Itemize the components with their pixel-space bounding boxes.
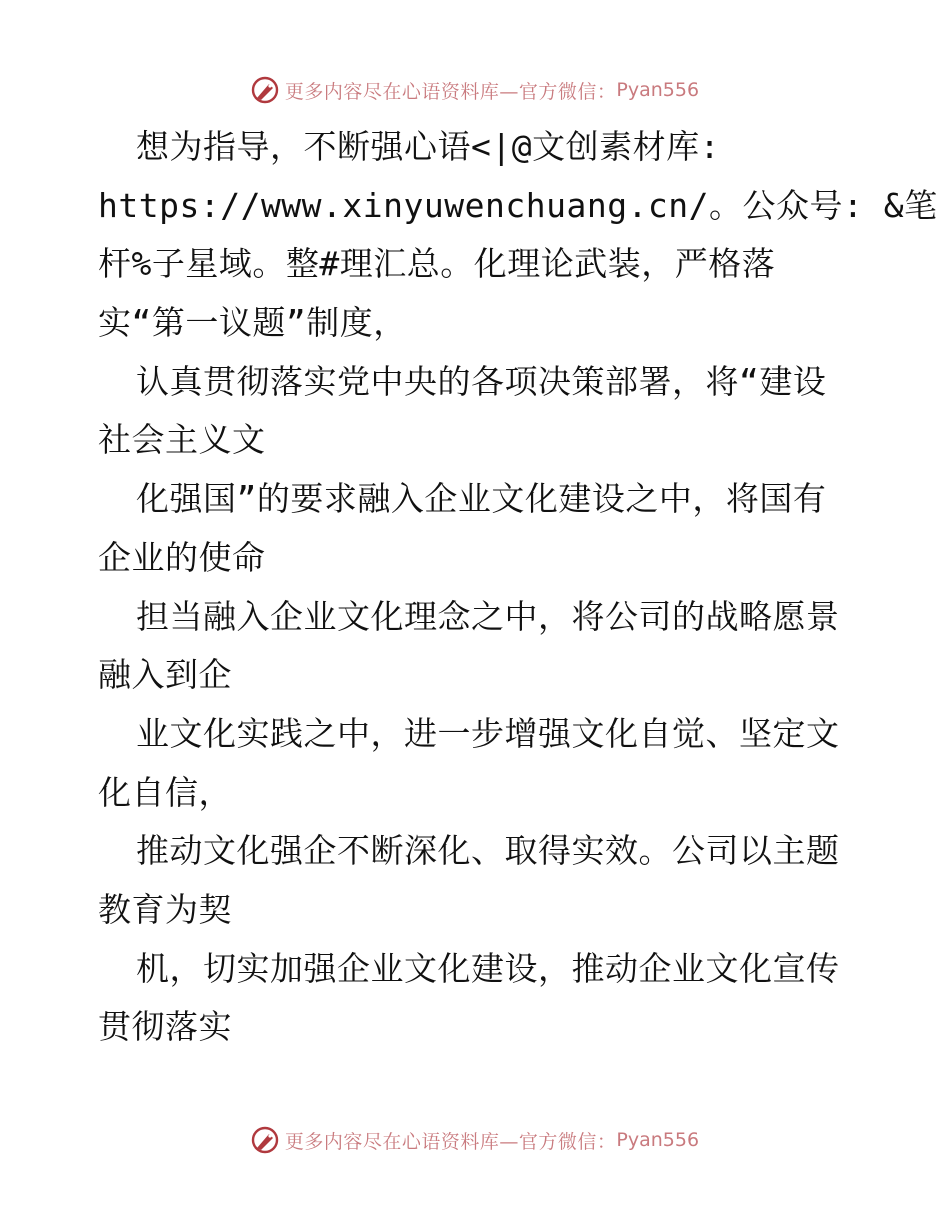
text-line: 化强国”的要求融入企业文化建设之中，将国有 <box>136 479 827 519</box>
text-line: 机，切实加强企业文化建设，推动企业文化宣传 <box>136 948 840 988</box>
banner-wechat-id: Pyan556 <box>616 79 700 101</box>
text-line: 教育为契 <box>98 889 232 929</box>
text-line: 企业的使命 <box>98 537 266 577</box>
text-line: 担当融入企业文化理念之中，将公司的战略愿景 <box>136 596 840 636</box>
text-line: 业文化实践之中，进一步增强文化自觉、坚定文 <box>136 713 840 753</box>
text-line: 贯彻落实 <box>98 1007 232 1047</box>
pen-nib-logo-icon <box>251 1126 279 1154</box>
text-line: 社会主义文 <box>98 420 266 460</box>
banner-wechat-id: Pyan556 <box>616 1129 700 1151</box>
banner-text: 更多内容尽在心语资料库—官方微信： <box>284 1130 617 1153</box>
header-banner <box>0 70 950 110</box>
text-line: 想为指导，不断强心语<|@文创素材库: <box>136 127 720 166</box>
text-line: 推动文化强企不断深化、取得实效。公司以主题 <box>136 831 840 871</box>
footer-banner <box>0 1120 950 1160</box>
text-line: 杆%子星域。整#理汇总。化理论武装，严格落 <box>98 244 776 284</box>
text-line: 融入到企 <box>98 655 232 695</box>
text-line: https://www.xinyuwenchuang.cn/。公众号: &笔 <box>98 185 938 225</box>
text-line: 认真贯彻落实党中央的各项决策部署，将“建设 <box>136 361 827 401</box>
banner-text: 更多内容尽在心语资料库—官方微信： <box>284 80 617 103</box>
document-body <box>98 118 938 1057</box>
text-line: 实“第一议题”制度， <box>98 303 407 343</box>
pen-nib-logo-icon <box>251 76 279 104</box>
text-line: 化自信， <box>98 772 232 812</box>
